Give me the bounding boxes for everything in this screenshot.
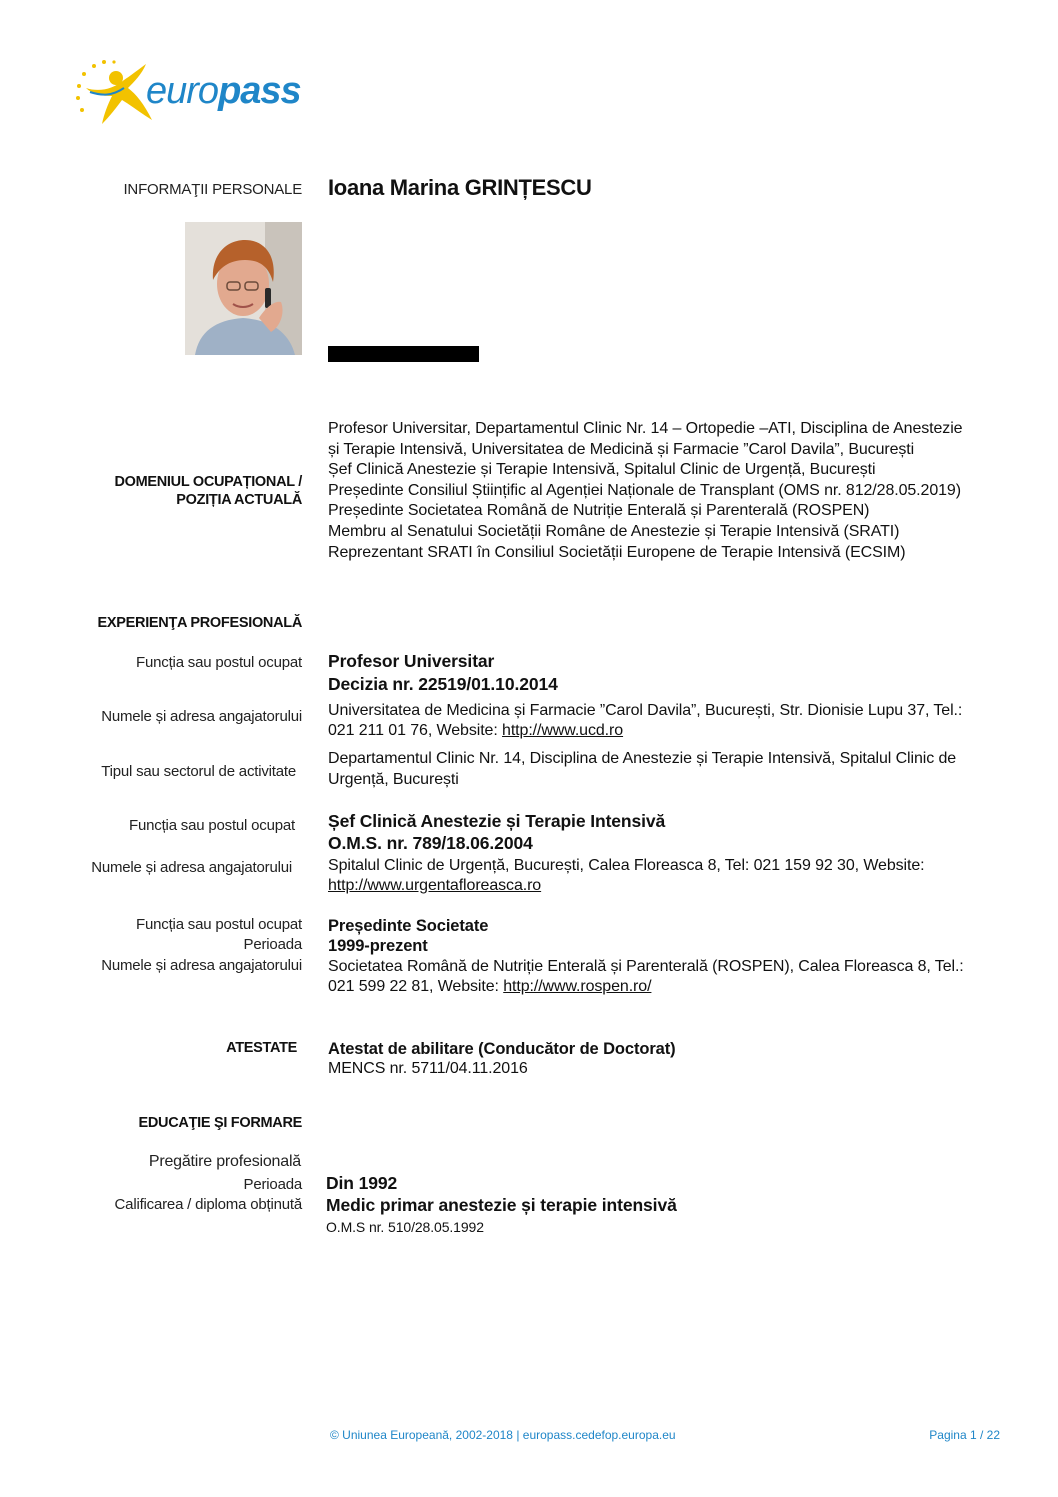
job3-employer-label: Numele și adresa angajatorului (101, 957, 302, 974)
occupation-line: și Terapie Intensivă, Universitatea de Medicină și Farmacie ”Carol Davila”, București (328, 441, 915, 458)
job3-title: Președinte Societate (328, 917, 489, 935)
logo-pass-text: pass (218, 70, 301, 112)
job3-function-label: Funcția sau postul ocupat (136, 916, 302, 933)
job1-sector-line1: Departamentul Clinic Nr. 14, Disciplina de Anestezie și Terapie Intensivă, Spitalul Clinic de (328, 750, 957, 767)
job3-website-link[interactable]: http://www.rospen.ro/ (503, 978, 652, 995)
occupation-label-line1: DOMENIUL OCUPAȚIONAL / (114, 474, 302, 490)
job3-employer-phone: 021 599 22 81, Website: (328, 978, 504, 995)
job3-employer-line2 (328, 977, 651, 998)
logo-euro-text: euro (146, 70, 219, 112)
job1-title: Profesor Universitar (328, 651, 495, 671)
redacted-contact-bar (328, 346, 479, 362)
footer-page-number: Pagina 1 / 22 (929, 1428, 1000, 1442)
job2-employer-label: Numele și adresa angajatorului (91, 859, 292, 876)
atestate-section-label: ATESTATE (226, 1040, 297, 1056)
job3-period-label: Perioada (243, 936, 302, 953)
education-section-label: EDUCAŢIE ŞI FORMARE (138, 1115, 302, 1131)
education-qualification-label: Calificarea / diploma obținută (114, 1196, 302, 1213)
job1-decision: Decizia nr. 22519/01.10.2014 (328, 674, 558, 694)
job1-sector-label: Tipul sau sectorul de activitate (101, 763, 296, 780)
job1-employer-line1: Universitatea de Medicina și Farmacie ”Carol Davila”, București, Str. Dionisie Lupu 37, Tel.: (328, 702, 963, 719)
occupation-line: Președinte Societatea Română de Nutriție Enterală și Parenterală (ROSPEN) (328, 502, 870, 519)
education-prep-label: Pregătire profesională (148, 1153, 301, 1170)
job1-employer-phone: 021 211 01 76, Website: (328, 722, 503, 739)
atestate-detail: MENCS nr. 5711/04.11.2016 (328, 1060, 528, 1077)
job3-period: 1999-prezent (328, 937, 428, 955)
footer-copyright: © Uniunea Europeană, 2002-2018 | europass.cedefop.europa.eu (330, 1428, 676, 1442)
education-period-label: Perioada (243, 1176, 302, 1193)
job1-employer-line2 (328, 721, 623, 742)
profile-photo (185, 222, 302, 355)
job1-website-link[interactable]: http://www.ucd.ro (502, 722, 624, 739)
person-name: Ioana Marina GRINȚESCU (328, 175, 592, 200)
experience-section-label: EXPERIENŢA PROFESIONALĂ (97, 615, 302, 631)
job2-website-link[interactable]: http://www.urgentafloreasca.ro (328, 877, 542, 894)
occupation-label-line2: POZIȚIA ACTUALĂ (176, 492, 302, 508)
education-detail: O.M.S nr. 510/28.05.1992 (326, 1219, 484, 1235)
job1-employer-label: Numele și adresa angajatorului (101, 708, 302, 725)
job2-function-label: Funcția sau postul ocupat (129, 817, 295, 834)
job1-function-label: Funcția sau postul ocupat (136, 654, 302, 671)
atestate-title: Atestat de abilitare (Conducător de Doctorat) (328, 1040, 676, 1058)
job2-title: Șef Clinică Anestezie și Terapie Intensivă (328, 811, 666, 831)
occupation-line: Profesor Universitar, Departamentul Clinic Nr. 14 – Ortopedie –ATI, Disciplina de Anestezie (328, 420, 963, 437)
job2-employer-line2 (328, 876, 541, 897)
job2-decision: O.M.S. nr. 789/18.06.2004 (328, 833, 533, 853)
education-qualification: Medic primar anestezie și terapie intensivă (326, 1195, 677, 1215)
occupation-line: Reprezentant SRATI în Consiliul Societății Europene de Terapie Intensivă (ECSIM) (328, 544, 906, 561)
occupation-line: Membru al Senatului Societății Române de Anestezie și Terapie Intensivă (SRATI) (328, 523, 900, 540)
personal-info-label: INFORMAŢII PERSONALE (123, 181, 302, 198)
job1-sector-line2: Urgență, București (328, 771, 459, 788)
job2-employer-line1: Spitalul Clinic de Urgență, București, Calea Floreasca 8, Tel: 021 159 92 30, Website: (328, 857, 925, 874)
europass-logo (72, 58, 312, 130)
job3-employer-line1: Societatea Română de Nutriție Enterală și Parenterală (ROSPEN), Calea Floreasca 8, Tel.: (328, 958, 964, 975)
education-period: Din 1992 (326, 1173, 398, 1193)
occupation-line: Președinte Consiliul Științific al Agenției Naționale de Transplant (OMS nr. 812/28.05.2019) (328, 482, 961, 499)
occupation-line: Șef Clinică Anestezie și Terapie Intensivă, Spitalul Clinic de Urgență, București (328, 461, 876, 478)
